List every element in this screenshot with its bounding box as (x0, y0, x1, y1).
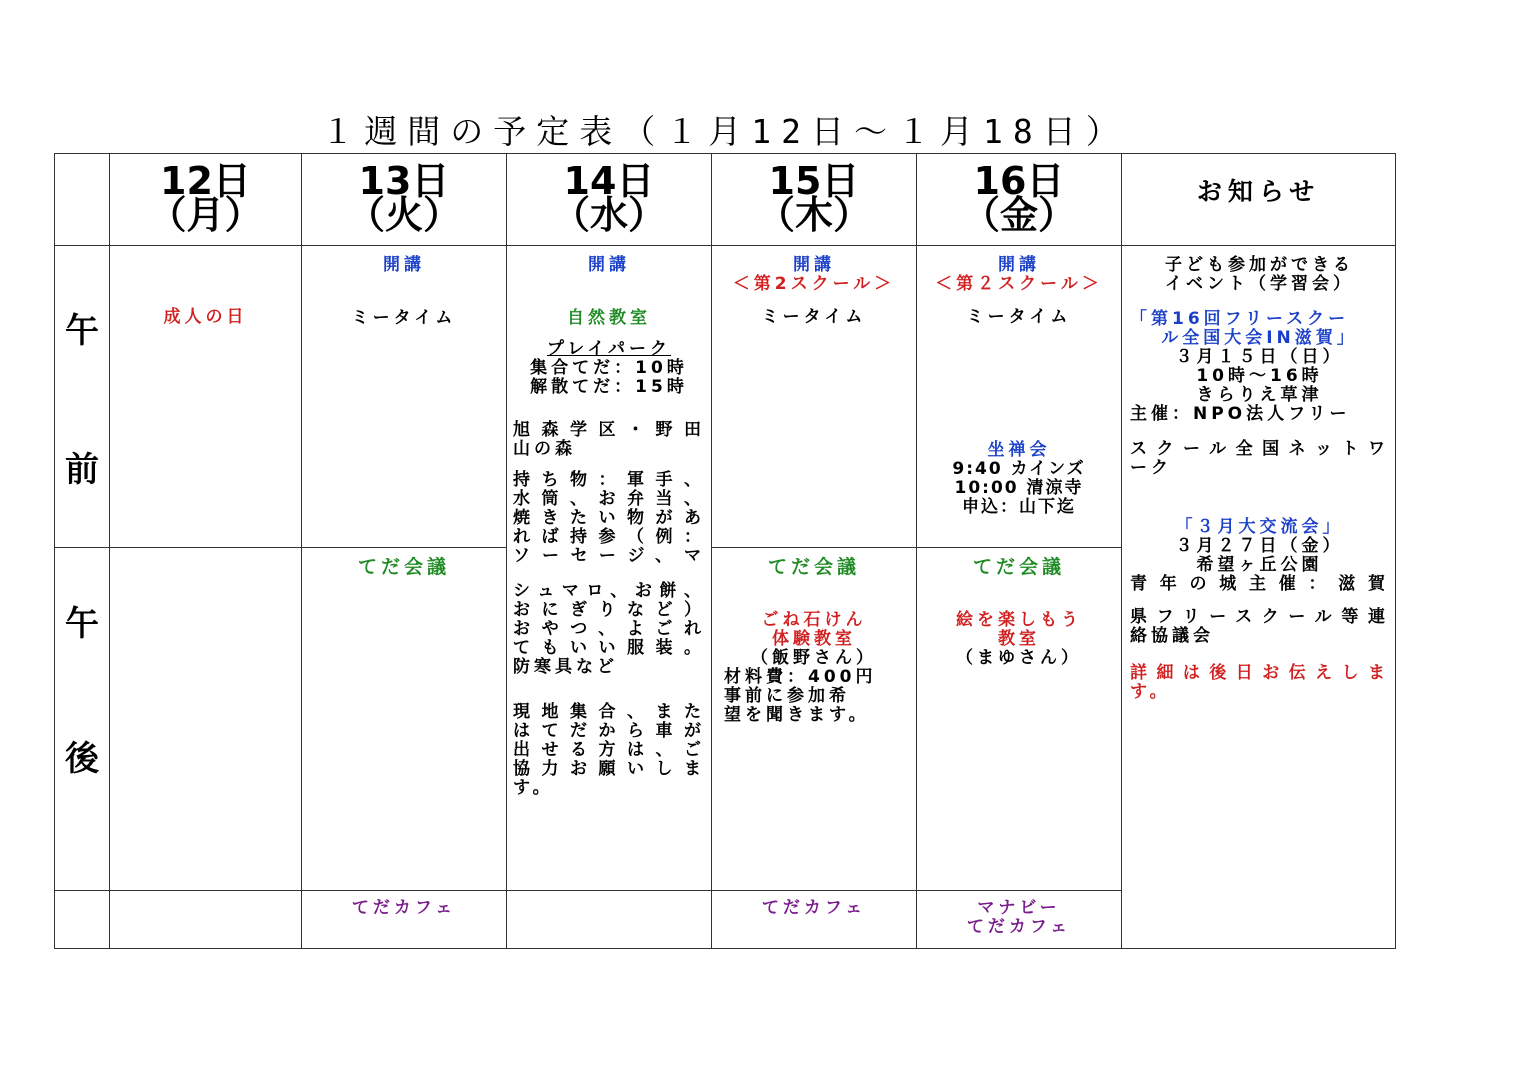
notice-cell: 子ども参加ができる イベント（学習会） 「第16回フリースクー ル全国大会IN滋賀」 ３月１５日（日） 10時～16時 きらりえ草津 主催：NPO法人フリー スクール全国ネットワ ーク 「３月大交流会」 ３月２７日（金） 希望ヶ丘公園 青年の城主催：滋賀 県フリースクール等連 絡協議会 詳細は後日お伝えしま す。 (1122, 246, 1396, 949)
place-line: 山の森 (513, 439, 576, 459)
cell-tue-am (302, 246, 507, 548)
playpark-label: プレイパーク (546, 339, 672, 359)
place-line: 旭森学区・野田 (513, 420, 705, 440)
day-header-thu: 15日 （木） (712, 154, 917, 246)
open-label: 開講 (998, 255, 1040, 275)
items-list: 持ち物：軍手、 水筒、お弁当、 焼きたい物があ れば持参（例： ソーセージ、マ シュマロ、お餅、 おにぎりなど） おやつ、よごれ てもいい服装。 防寒具など (513, 470, 705, 677)
open-label: 開講 (793, 255, 835, 275)
activity-label: 自然教室 (567, 308, 651, 328)
cell-fri-pm: てだ会議 絵を楽しもう 教室 （まゆさん） (917, 548, 1122, 891)
header-row (55, 154, 1396, 246)
activity-label: ミータイム (761, 307, 867, 327)
school-label: ＜第2スクール＞ (732, 274, 896, 294)
day-header-mon: 12日 （月） (110, 154, 302, 246)
period-am: 午 前 (55, 246, 110, 548)
notice-header: お知らせ (1122, 154, 1396, 246)
day-header-wed: 14日 （水） (507, 154, 712, 246)
meet-time: 集合てだ：10時 (530, 358, 688, 378)
cell-thu-pm: てだ会議 ごね石けん 体験教室 （飯野さん） 材料費：400円 事前に参加希 望を聞きます。 (712, 548, 917, 891)
note-list: 現地集合、また はてだから車が 出せる方は、ご 協力お願いしま す。 (513, 702, 705, 798)
page-title: １週間の予定表（１月12日～１月18日） (321, 112, 1129, 151)
day-header-fri: 16日 （金） (917, 154, 1122, 246)
cell-tue-pm (302, 548, 507, 891)
cell-thu-am (712, 246, 917, 548)
cell-fri-am: 開講 ＜第２スクール＞ ミータイム 坐禅会 9:40 カインズ 10:00 清涼寺 申込：山下迄 (917, 246, 1122, 548)
cell-mon-pm (110, 548, 302, 891)
cell-tue-extra: てだカフェ (302, 891, 507, 949)
morning-row (55, 246, 1396, 548)
activity-label: てだ会議 (357, 556, 450, 578)
zazen-label: 坐禅会 (987, 440, 1051, 460)
open-label: 開講 (383, 255, 425, 275)
day-header-tue: 13日 （火） (302, 154, 507, 246)
cell-wed-extra (507, 891, 712, 949)
school-label: ＜第２スクール＞ (935, 274, 1103, 294)
cell-mon-extra (110, 891, 302, 949)
cell-thu-extra: てだカフェ (712, 891, 917, 949)
cell-wed-day (507, 246, 712, 891)
activity-label: ミータイム (966, 307, 1072, 327)
activity-label: てだ会議 (767, 556, 860, 578)
cell-mon-am (110, 246, 302, 548)
open-label: 開講 (588, 255, 630, 275)
schedule-table (54, 153, 1396, 949)
activity-label: ミータイム (351, 308, 457, 328)
cell-fri-extra: マナビー てだカフェ (917, 891, 1122, 949)
corner-cell (55, 154, 110, 246)
activity-label: てだ会議 (972, 556, 1065, 578)
period-pm: 午 後 (55, 548, 110, 891)
extra-label-cell (55, 891, 110, 949)
event-label: 成人の日 (163, 307, 248, 327)
dismiss-time: 解散てだ：15時 (530, 377, 688, 397)
